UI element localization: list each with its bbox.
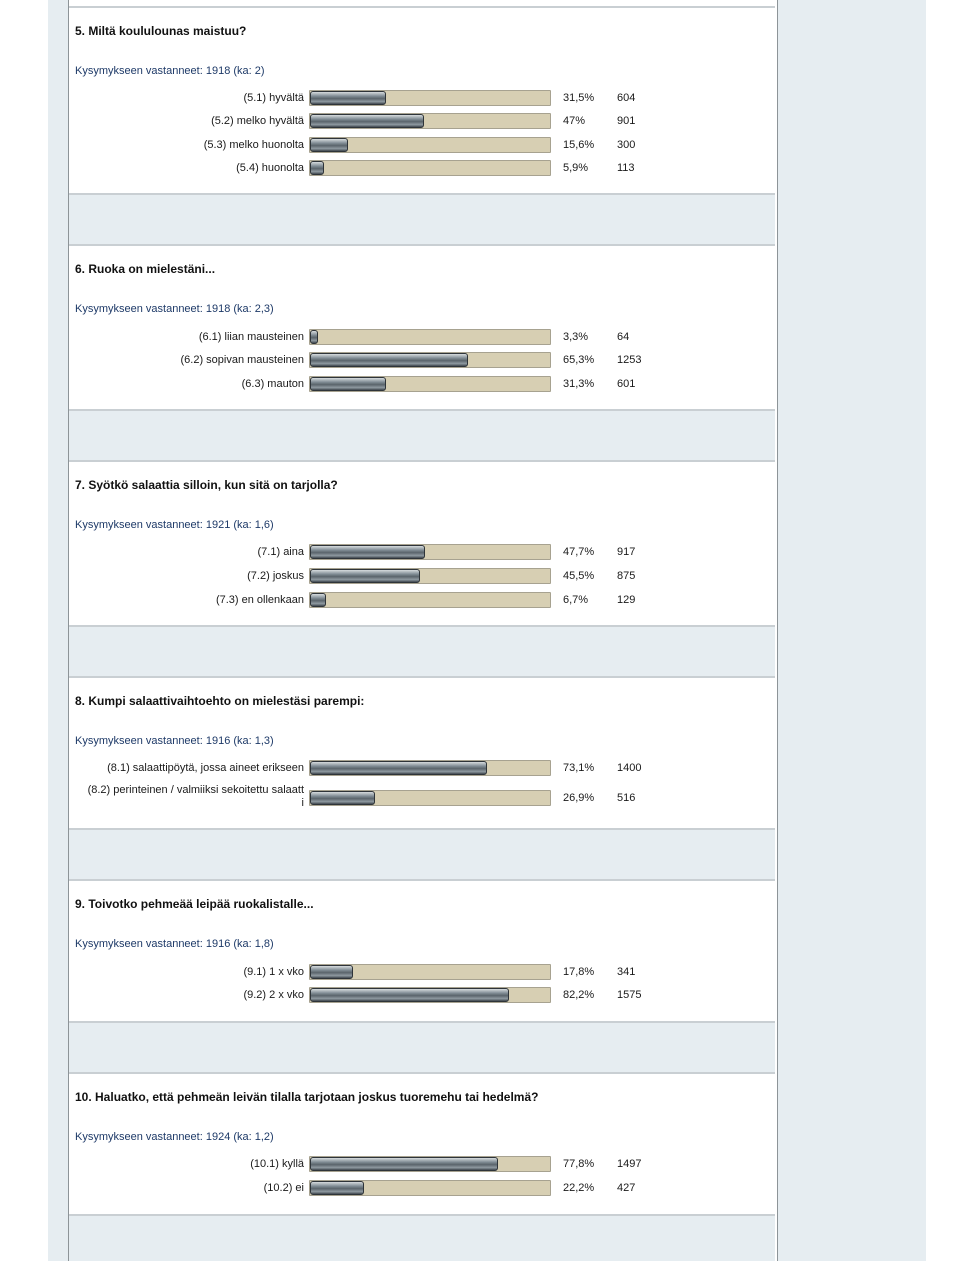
bar-track (309, 964, 551, 980)
bar-track (309, 376, 551, 392)
count-label: 516 (617, 792, 636, 804)
percent-label: 82,2% (563, 989, 595, 1001)
answered-count: Kysymykseen vastanneet: 1918 (ka: 2) (75, 65, 265, 77)
bar-track (309, 352, 551, 368)
question-title: 8. Kumpi salaattivaihtoehto on mielestäsi parempi: (75, 694, 365, 708)
section-divider (69, 1072, 775, 1074)
percent-label: 3,3% (563, 331, 589, 343)
answer-row (0, 158, 960, 182)
bar-track (309, 760, 551, 776)
bar (310, 138, 348, 152)
answer-row (0, 111, 960, 135)
answer-label: (5.1) hyvältä (243, 92, 304, 104)
bar (310, 1181, 364, 1195)
count-label: 1253 (617, 354, 642, 366)
answered-count: Kysymykseen vastanneet: 1918 (ka: 2,3) (75, 303, 274, 315)
percent-label: 45,5% (563, 570, 595, 582)
answer-label: (5.3) melko huonolta (203, 139, 304, 151)
answer-label: (9.1) 1 x vko (243, 966, 304, 978)
bar (310, 569, 420, 583)
bar-track (309, 113, 551, 129)
bar-track (309, 1180, 551, 1196)
count-label: 113 (617, 162, 635, 174)
bar-track (309, 544, 551, 560)
count-label: 129 (617, 594, 636, 606)
bar (310, 988, 509, 1002)
count-label: 300 (617, 139, 636, 151)
answer-row (0, 135, 960, 159)
count-label: 604 (617, 92, 636, 104)
count-label: 427 (617, 1182, 636, 1194)
answer-label: (10.2) ei (263, 1182, 304, 1194)
answer-row (0, 962, 960, 986)
percent-label: 73,1% (563, 762, 595, 774)
question-title: 6. Ruoka on mielestäni... (75, 262, 216, 276)
answer-row (0, 1178, 960, 1202)
section-divider (69, 460, 775, 462)
answer-label: (8.1) salaattipöytä, jossa aineet erikseen (107, 762, 304, 774)
answer-row (0, 350, 960, 374)
answer-label: (7.1) aina (257, 546, 304, 558)
section-divider (69, 6, 775, 8)
count-label: 1575 (617, 989, 642, 1001)
percent-label: 77,8% (563, 1158, 595, 1170)
percent-label: 31,5% (563, 92, 595, 104)
bar (310, 91, 386, 105)
bar (310, 377, 386, 391)
percent-label: 31,3% (563, 378, 595, 390)
count-label: 875 (617, 570, 636, 582)
question-title: 10. Haluatko, että pehmeän leivän tilalla tarjotaan joskus tuoremehu tai hedelmä? (75, 1090, 539, 1104)
bar (310, 761, 487, 775)
bar-track (309, 987, 551, 1003)
bar-track (309, 1156, 551, 1172)
answer-label: (7.3) en ollenkaan (215, 594, 304, 606)
count-label: 341 (617, 966, 636, 978)
percent-label: 65,3% (563, 354, 595, 366)
answer-row (0, 590, 960, 614)
answered-count: Kysymykseen vastanneet: 1921 (ka: 1,6) (75, 519, 274, 531)
count-label: 601 (617, 378, 636, 390)
answer-label: (9.2) 2 x vko (243, 989, 304, 1001)
section-spacer (69, 411, 775, 460)
answer-row (0, 88, 960, 112)
section-spacer (69, 195, 775, 244)
percent-label: 47% (563, 115, 586, 127)
bar (310, 161, 324, 175)
answer-row (0, 1154, 960, 1178)
bar-track (309, 160, 551, 176)
count-label: 1400 (617, 762, 642, 774)
answer-row (0, 758, 960, 782)
question-title: 7. Syötkö salaattia silloin, kun sitä on tarjolla? (75, 478, 338, 492)
section-spacer (69, 1216, 775, 1261)
answer-label: (8.2) perinteinen / valmiiksi sekoitettu salaatt i (87, 784, 304, 809)
section-spacer (69, 830, 775, 879)
count-label: 64 (617, 331, 630, 343)
bar (310, 353, 468, 367)
count-label: 901 (617, 115, 636, 127)
bar (310, 114, 424, 128)
bar (310, 965, 353, 979)
count-label: 917 (617, 546, 636, 558)
percent-label: 47,7% (563, 546, 595, 558)
answer-label: (6.3) mauton (241, 378, 304, 390)
bar-track (309, 592, 551, 608)
count-label: 1497 (617, 1158, 642, 1170)
question-title: 9. Toivotko pehmeää leipää ruokalistalle... (75, 897, 314, 911)
percent-label: 5,9% (563, 162, 589, 174)
section-spacer (69, 627, 775, 676)
answer-row (0, 327, 960, 351)
percent-label: 22,2% (563, 1182, 595, 1194)
answer-label: (5.2) melko hyvältä (211, 115, 304, 127)
bar-track (309, 329, 551, 345)
percent-label: 17,8% (563, 966, 595, 978)
section-divider (69, 244, 775, 246)
answer-label: (5.4) huonolta (236, 162, 304, 174)
percent-label: 6,7% (563, 594, 589, 606)
answer-label: (6.2) sopivan mausteinen (180, 354, 304, 366)
answer-label: (6.1) liian mausteinen (198, 331, 304, 343)
section-divider (69, 676, 775, 678)
bar (310, 1157, 498, 1171)
answer-row (0, 542, 960, 566)
answered-count: Kysymykseen vastanneet: 1916 (ka: 1,8) (75, 938, 274, 950)
answer-row (0, 784, 960, 812)
bar-track (309, 568, 551, 584)
answer-label: (7.2) joskus (247, 570, 304, 582)
bar (310, 593, 326, 607)
bar (310, 791, 375, 805)
percent-label: 26,9% (563, 792, 595, 804)
percent-label: 15,6% (563, 139, 595, 151)
bar (310, 545, 425, 559)
bar-track (309, 790, 551, 806)
bar-track (309, 137, 551, 153)
bar-track (309, 90, 551, 106)
answer-row (0, 566, 960, 590)
answered-count: Kysymykseen vastanneet: 1916 (ka: 1,3) (75, 735, 274, 747)
answer-label: (10.1) kyllä (250, 1158, 304, 1170)
answer-row (0, 374, 960, 398)
question-title: 5. Miltä koululounas maistuu? (75, 24, 247, 38)
answer-row (0, 985, 960, 1009)
section-divider (69, 879, 775, 881)
bar (310, 330, 318, 344)
section-spacer (69, 1023, 775, 1072)
answered-count: Kysymykseen vastanneet: 1924 (ka: 1,2) (75, 1131, 274, 1143)
